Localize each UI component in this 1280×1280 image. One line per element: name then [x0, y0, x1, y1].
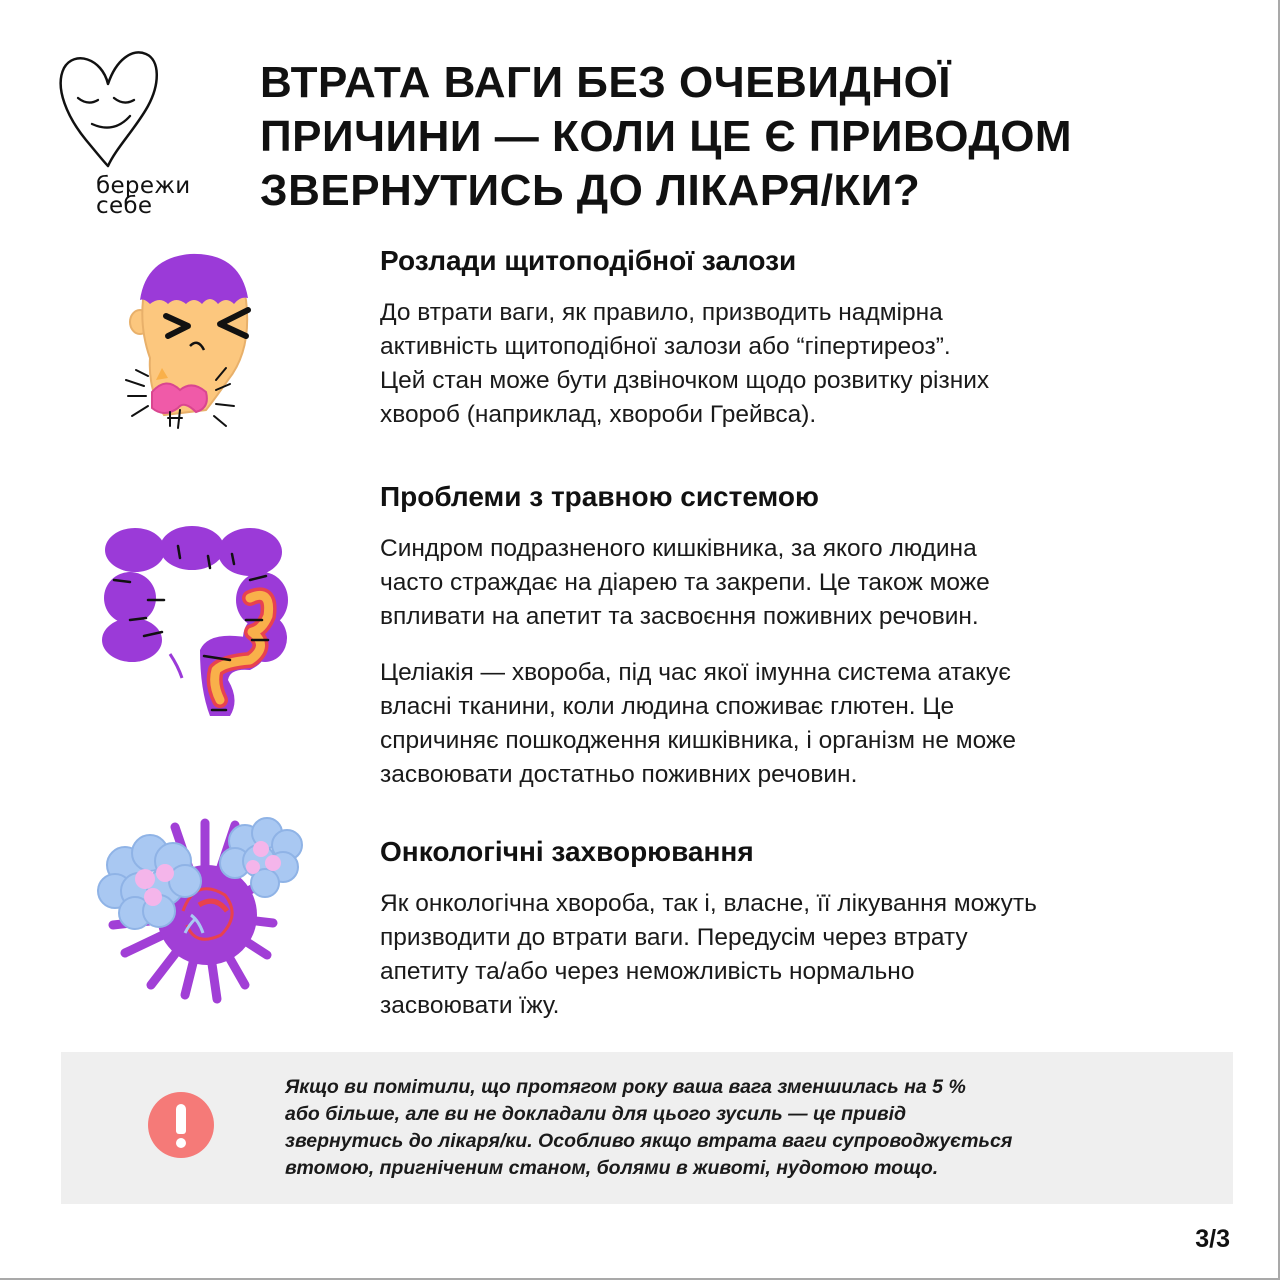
text-line: Синдром подразненого кишківника, за якого людина [380, 535, 977, 562]
text-line: До втрати ваги, як правило, призводить надмірна [380, 299, 943, 326]
exclamation-dot [176, 1138, 186, 1148]
section-heading: Розлади щитоподібної залози [380, 245, 797, 276]
page-number: 3/3 [1195, 1225, 1230, 1253]
title-line: ВТРАТА ВАГИ БЕЗ ОЧЕВИДНОЇ [260, 58, 951, 107]
title-line: ЗВЕРНУТИСЬ ДО ЛІКАРЯ/КИ? [260, 166, 921, 215]
text-line: спричиняє пошкодження кишківника, і організм не може [380, 727, 1016, 754]
brand-name-line1: бережи [96, 173, 191, 199]
text-line: Цей стан може бути дзвіночком щодо розвитку різних [380, 367, 990, 394]
alert-line: звернутись до лікаря/ки. Особливо якщо втрата ваги супроводжується [285, 1130, 1013, 1152]
exclamation-icon [148, 1092, 214, 1158]
text-line: хвороб (наприклад, хвороби Грейвса). [380, 401, 817, 428]
alert-line: втомою, пригніченим станом, болями в животі, нудотою тощо. [285, 1157, 939, 1179]
alert-line: або більше, але ви не докладали для цього зусиль — це привід [285, 1103, 907, 1125]
alert-callout [61, 1052, 1233, 1204]
section-heading: Онкологічні захворювання [380, 836, 754, 867]
text-line: часто страждає на діарею та закрепи. Це також може [380, 569, 990, 596]
intestine-illustration [100, 520, 295, 720]
section-heading: Проблеми з травною системою [380, 481, 819, 512]
section-paragraph [380, 887, 1220, 1023]
exclamation-bar [176, 1104, 186, 1134]
brand-name-line2: себе [96, 193, 153, 219]
title-line: ПРИЧИНИ — КОЛИ ЦЕ Є ПРИВОДОМ [260, 112, 1073, 161]
text-line: апетиту та/або через неможливість нормально [380, 958, 915, 985]
page-title [260, 56, 1180, 218]
alert-line: Якщо ви помітили, що протягом року ваша вага зменшилась на 5 % [285, 1076, 966, 1098]
thyroid-character-illustration [118, 240, 258, 430]
text-line: засвоювати достатньо поживних речовин. [380, 761, 858, 788]
cancer-cell-illustration [95, 815, 305, 1015]
text-line: засвоювати їжу. [380, 992, 560, 1019]
text-line: призводити до втрати ваги. Передусім через втрату [380, 924, 968, 951]
text-line: впливати на апетит та засвоєння поживних речовин. [380, 603, 979, 630]
text-line: Як онкологічна хвороба, так і, власне, її лікування можуть [380, 890, 1037, 917]
text-line: Целіакія — хвороба, під час якої імунна система атакує [380, 659, 1011, 686]
section-digestive [380, 480, 1220, 792]
text-line: активність щитоподібної залози або “гіпертиреоз”. [380, 333, 951, 360]
text-line: власні тканини, коли людина споживає глютен. Це [380, 693, 955, 720]
alert-text [285, 1074, 1185, 1182]
section-paragraph [380, 296, 1220, 432]
section-paragraph [380, 656, 1220, 792]
brand-logo [56, 48, 216, 223]
brand-name [96, 173, 191, 219]
smiling-heart-icon [56, 48, 166, 173]
section-paragraph [380, 532, 1220, 634]
section-oncology [380, 835, 1220, 1023]
section-thyroid [380, 244, 1220, 432]
